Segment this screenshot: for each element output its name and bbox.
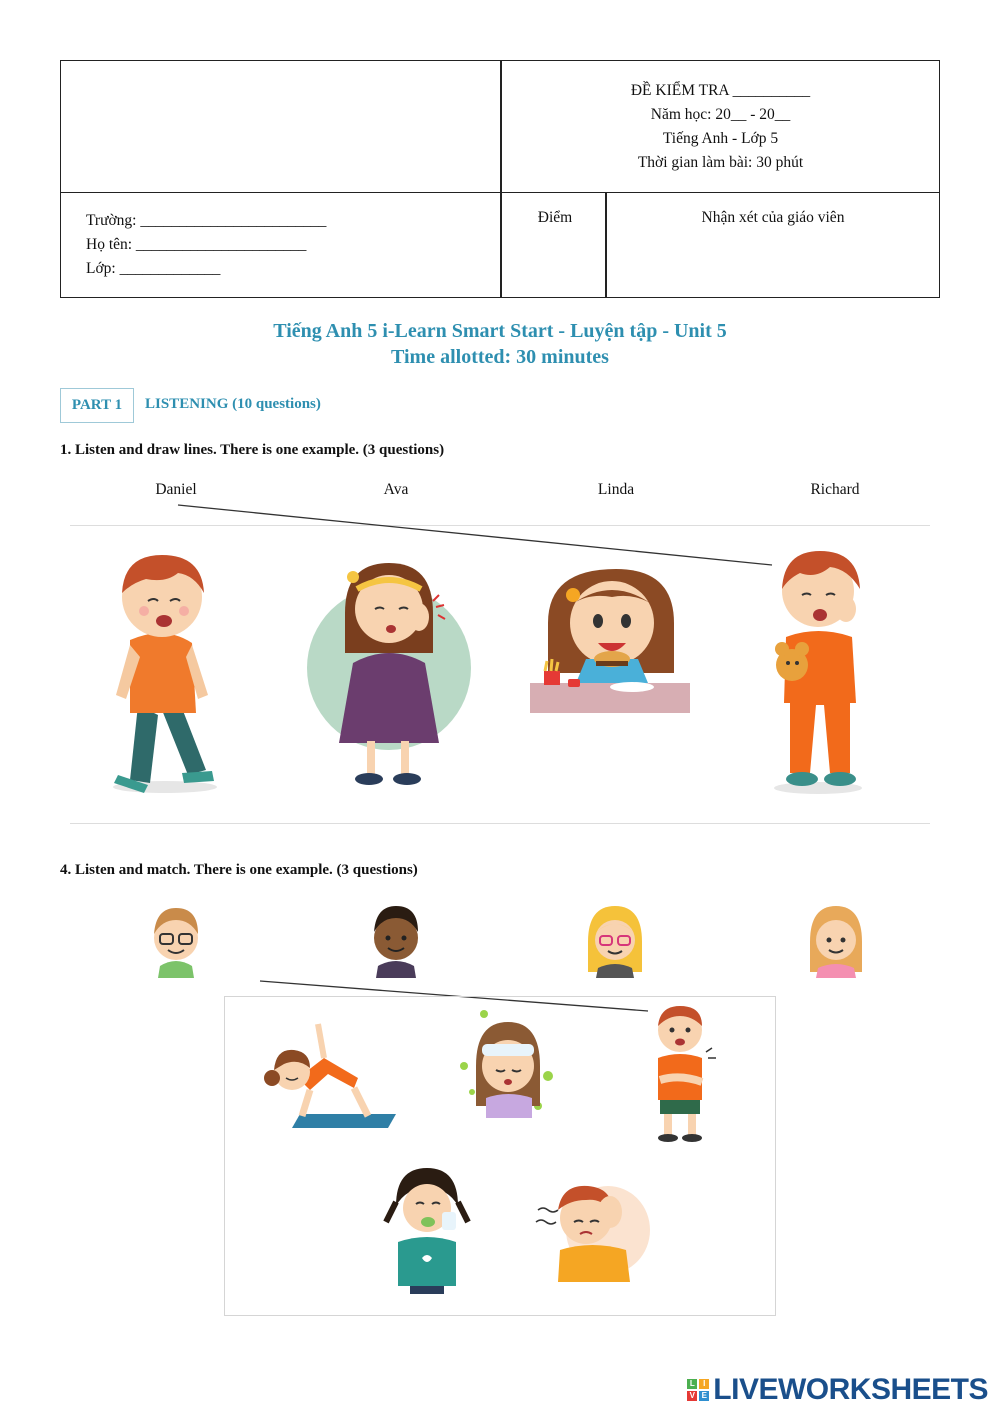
duration: Thời gian làm bài: 30 phút <box>637 154 804 171</box>
brand-text: LIVEWORKSHEETS <box>713 1373 988 1406</box>
school-year: Năm học: 20__ - 20__ <box>650 106 791 123</box>
liveworksheets-logo <box>687 1373 988 1407</box>
teacher-comment-label: Nhận xét của giáo viên <box>701 209 845 226</box>
part-label: PART 1 <box>60 388 134 423</box>
tired-boy-picture[interactable] <box>100 545 240 800</box>
example-line-q1 <box>178 505 772 565</box>
question-4-instruction: 4. Listen and match. There is one example. (3 questions) <box>60 862 418 878</box>
avatar-boy-glasses[interactable] <box>146 902 206 978</box>
runny-nose-girl-picture[interactable] <box>382 1162 472 1294</box>
part-title: LISTENING (10 questions) <box>145 396 321 412</box>
name-field[interactable]: Họ tên: ______________________ <box>86 236 307 253</box>
name-ava: Ava <box>383 481 409 498</box>
sleepy-boy-picture[interactable] <box>760 545 880 800</box>
sick-girl-fever-picture[interactable] <box>452 1006 562 1126</box>
name-daniel: Daniel <box>155 481 197 498</box>
class-field[interactable]: Lớp: _____________ <box>86 260 221 277</box>
headache-boy-picture[interactable] <box>530 1170 652 1286</box>
school-field[interactable]: Trường: ________________________ <box>86 212 327 229</box>
avatar-boy-dark[interactable] <box>366 902 426 978</box>
yoga-girl-picture[interactable] <box>258 1018 400 1130</box>
name-linda: Linda <box>597 481 635 498</box>
avatar-girl[interactable] <box>806 902 866 978</box>
avatar-girl-glasses[interactable] <box>584 902 646 978</box>
name-richard: Richard <box>810 481 860 498</box>
stomachache-boy-picture[interactable] <box>640 1004 720 1144</box>
eating-girl-picture[interactable] <box>528 563 693 715</box>
worksheet-title-line2: Time allotted: 30 minutes <box>391 346 609 368</box>
worksheet-title-line1: Tiếng Anh 5 i-Learn Smart Start - Luyện tập - Unit 5 <box>273 320 727 342</box>
question-1-instruction: 1. Listen and draw lines. There is one example. (3 questions) <box>60 442 445 458</box>
exam-title: ĐỀ KIỂM TRA __________ <box>630 82 811 99</box>
brand-grid-icon: L I V E <box>687 1379 709 1401</box>
subject: Tiếng Anh - Lớp 5 <box>662 130 779 147</box>
score-label: Điểm <box>537 209 573 226</box>
coughing-girl-picture[interactable] <box>305 543 475 793</box>
